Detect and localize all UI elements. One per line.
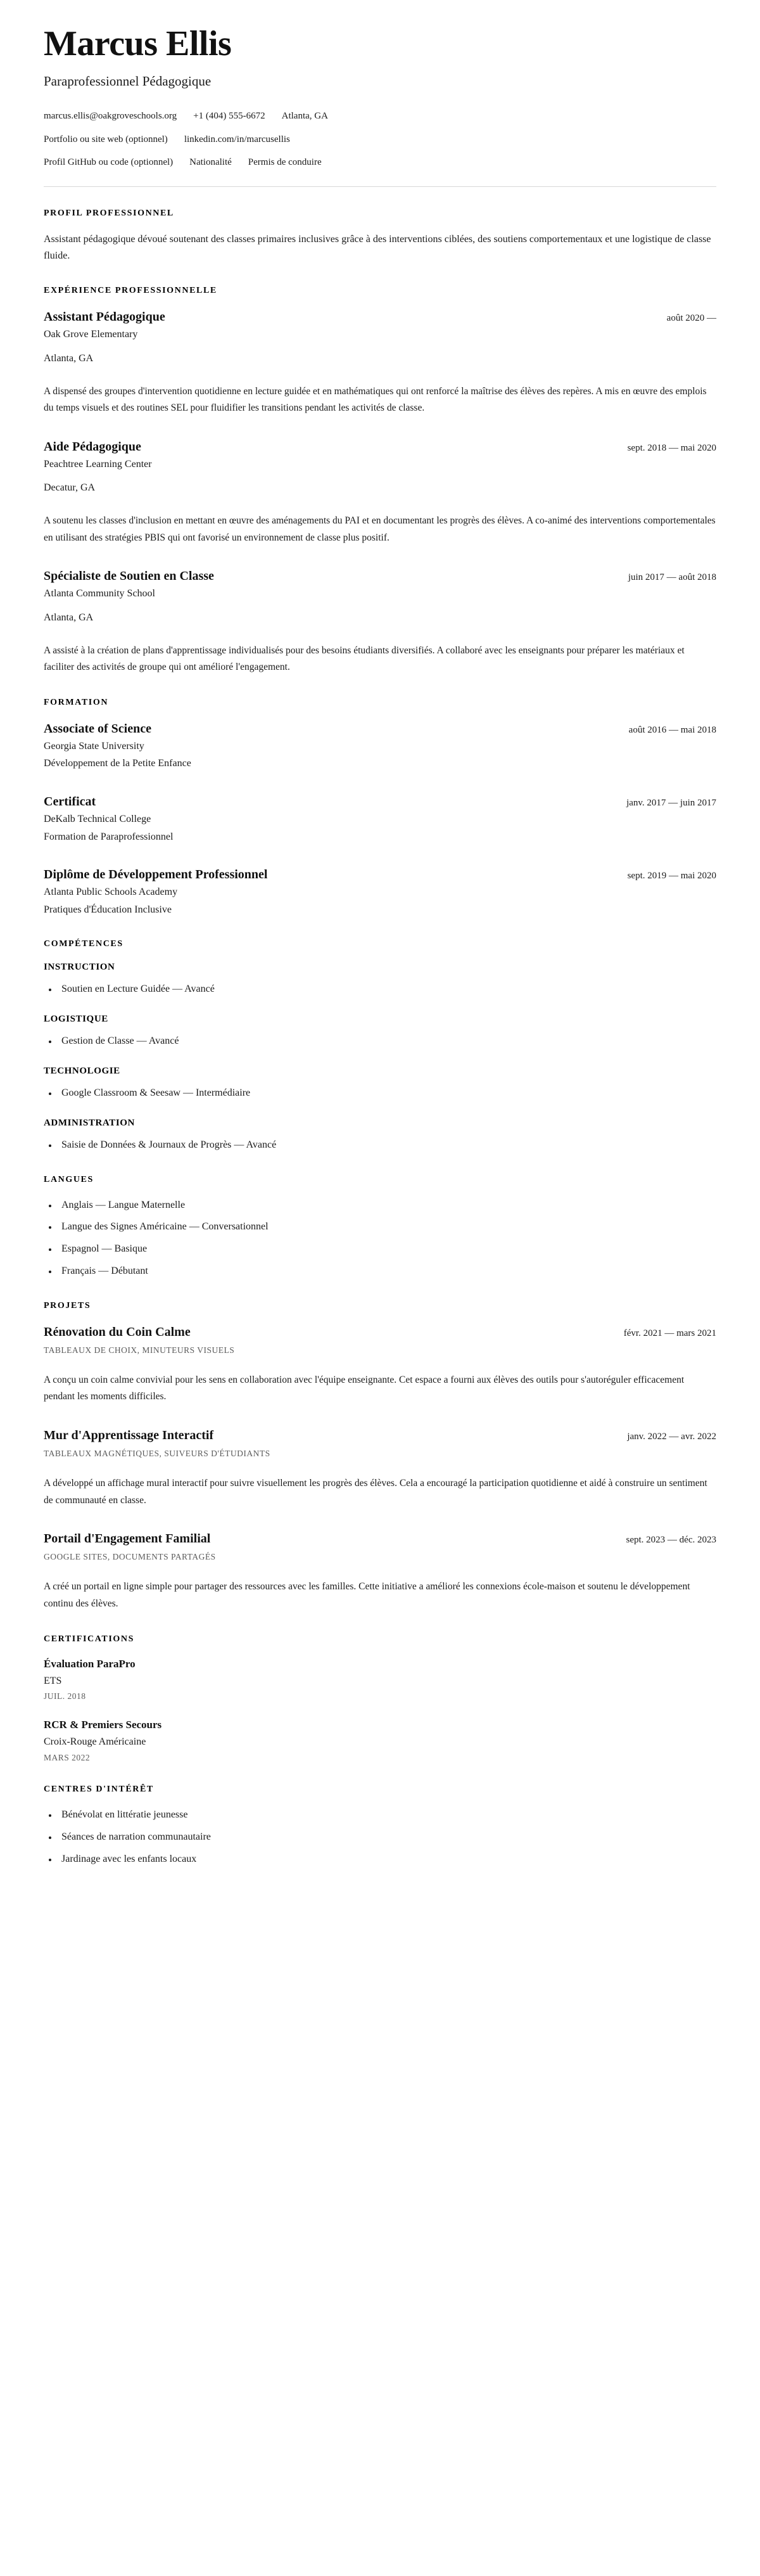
certification-issuer: Croix-Rouge Américaine [44,1736,146,1748]
project-entry-head [44,1427,716,1444]
interest-list [44,1807,716,1867]
certification-issuer: ETS [44,1675,62,1686]
resume-header [44,25,716,187]
project-description: A développé un affichage mural interactif pour suivre visuellement les progrès des élèves. Cela a encouragé la participation quotidienne et aidé à construire un sentiment de communauté en classe. [44,1478,707,1506]
project-name: Rénovation du Coin Calme [44,1324,191,1339]
contact-row-misc [44,155,716,170]
experience-entry-head [44,309,716,325]
language-item: Espagnol — Basique [44,1241,716,1257]
skill-group-logistique [44,1014,716,1049]
education-degree: Certificat [44,795,96,809]
language-item: Français — Débutant [44,1264,716,1279]
experience-description: A dispensé des groupes d'intervention quotidienne en lecture guidée et en mathématiques qui ont renforcé la maîtrise des élèves des repères. A mis en œuvre des emplois du temps visuels et des routines SEL pour fluidifier les transitions pendant les activités de classe. [44,385,707,414]
contact-location: Atlanta, GA [281,111,328,122]
section-interests [44,1785,716,1867]
skill-group-name: INSTRUCTION [44,962,115,973]
experience-description: A assisté à la création de plans d'apprentissage individualisés pour des besoins étudiants diversifiés. A collaboré avec les enseignants pour préparer les matériaux et faciliter des activités de groupe qui ont amélioré l'engagement. [44,644,685,673]
skill-item: Saisie de Données & Journaux de Progrès — Avancé [44,1137,716,1153]
interest-item: Jardinage avec les enfants locaux [44,1852,716,1868]
experience-role: Aide Pédagogique [44,439,141,454]
section-title-skills: COMPÉTENCES [44,939,124,949]
education-degree: Diplôme de Développement Professionnel [44,868,268,882]
section-title-education: FORMATION [44,697,109,707]
skill-list [44,1137,716,1153]
experience-location: Atlanta, GA [44,612,94,623]
skill-list [44,982,716,997]
skill-list [44,1034,716,1049]
contact-linkedin[interactable]: linkedin.com/in/marcusellis [184,134,290,144]
summary-text: Assistant pédagogique dévoué soutenant des classes primaires inclusives grâce à des interventions ciblées, des soutiens comportementaux et une logistique de classe fluide. [44,233,711,261]
experience-location: Atlanta, GA [44,352,94,364]
certification-date: MARS 2022 [44,1753,91,1763]
section-title-projects: PROJETS [44,1300,91,1310]
experience-role: Spécialiste de Soutien en Classe [44,569,214,584]
education-school: DeKalb Technical College [44,814,151,825]
project-name: Portail d'Engagement Familial [44,1532,211,1546]
contact-row-web [44,132,716,147]
education-field: Développement de la Petite Enfance [44,758,191,769]
project-tags: TABLEAUX MAGNÉTIQUES, SUIVEURS D'ÉTUDIANTS [44,1449,270,1459]
interest-item: Séances de narration communautaire [44,1829,716,1845]
section-projects [44,1301,716,1613]
education-field: Pratiques d'Éducation Inclusive [44,904,172,915]
section-certifications [44,1634,716,1763]
education-entry [44,793,716,845]
skill-item: Gestion de Classe — Avancé [44,1034,716,1049]
experience-organization: Oak Grove Elementary [44,329,138,340]
education-field: Formation de Paraprofessionnel [44,831,174,842]
candidate-name: Marcus Ellis [44,24,232,63]
contact-portfolio[interactable]: Portfolio ou site web (optionnel) [44,134,168,144]
experience-entry [44,309,716,417]
project-entry [44,1530,716,1612]
contact-github[interactable]: Profil GitHub ou code (optionnel) [44,157,174,168]
language-list [44,1198,716,1279]
experience-location: Decatur, GA [44,482,96,494]
section-experience [44,286,716,676]
experience-date: juin 2017 — août 2018 [628,572,716,583]
education-entry-head [44,721,716,737]
skill-group-name: ADMINISTRATION [44,1117,135,1128]
education-date: août 2016 — mai 2018 [628,724,716,735]
education-entry [44,866,716,918]
experience-entry [44,439,716,547]
skill-item: Soutien en Lecture Guidée — Avancé [44,982,716,997]
education-school: Georgia State University [44,740,144,752]
skill-group-name: TECHNOLOGIE [44,1066,120,1077]
header-divider [44,186,716,187]
section-education [44,698,716,918]
project-entry [44,1427,716,1509]
project-date: janv. 2022 — avr. 2022 [627,1432,716,1442]
language-item: Anglais — Langue Maternelle [44,1198,716,1214]
certification-name: RCR & Premiers Secours [44,1719,162,1731]
education-entry [44,721,716,772]
section-title-languages: LANGUES [44,1174,94,1184]
skill-group-instruction [44,962,716,997]
resume-page [44,0,716,1906]
experience-date: août 2020 — [666,313,716,324]
section-skills [44,939,716,1153]
interest-item: Bénévolat en littératie jeunesse [44,1807,716,1823]
experience-organization: Atlanta Community School [44,588,155,599]
section-title-summary: PROFIL PROFESSIONNEL [44,208,174,218]
experience-entry-head [44,439,716,455]
project-entry-head [44,1530,716,1547]
contact-nationality: Nationalité [189,157,232,168]
skill-list [44,1086,716,1101]
experience-entry [44,568,716,676]
contact-email[interactable]: marcus.ellis@oakgroveschools.org [44,111,177,122]
experience-entry-head [44,568,716,584]
section-summary [44,208,716,265]
skill-group-administration [44,1118,716,1153]
project-entry-head [44,1324,716,1340]
contact-phone[interactable]: +1 (404) 555-6672 [193,111,265,122]
certification-name: Évaluation ParaPro [44,1657,136,1670]
education-date: sept. 2019 — mai 2020 [627,871,716,881]
experience-date: sept. 2018 — mai 2020 [627,442,716,453]
certification-entry [44,1718,716,1763]
education-date: janv. 2017 — juin 2017 [626,798,716,809]
education-school: Atlanta Public Schools Academy [44,887,178,898]
contact-driving-licence: Permis de conduire [248,157,322,168]
project-description: A conçu un coin calme convivial pour les sens en collaboration avec l'équipe enseignante. Cet espace a fourni aux élèves des outils pour s'autoréguler efficacement pendant les moments difficiles. [44,1374,685,1402]
skill-group-technologie [44,1066,716,1101]
education-entry-head [44,793,716,810]
section-title-certifications: CERTIFICATIONS [44,1634,135,1644]
project-date: févr. 2021 — mars 2021 [623,1328,716,1338]
project-entry [44,1324,716,1406]
project-tags: TABLEAUX DE CHOIX, MINUTEURS VISUELS [44,1345,235,1355]
project-tags: GOOGLE SITES, DOCUMENTS PARTAGÉS [44,1552,216,1562]
experience-organization: Peachtree Learning Center [44,458,152,470]
project-name: Mur d'Apprentissage Interactif [44,1428,214,1443]
candidate-headline: Paraprofessionnel Pédagogique [44,73,212,89]
skill-item: Google Classroom & Seesaw — Intermédiaire [44,1086,716,1101]
contact-row-primary [44,109,716,124]
certification-date: JUIL. 2018 [44,1691,86,1701]
experience-description: A soutenu les classes d'inclusion en mettant en œuvre des aménagements du PAI et en documentant les progrès des élèves. A co-animé des interventions comportementales en utilisant des stratégies PBIS qui ont favorisé un environnement de classe plus positif. [44,515,716,543]
experience-role: Assistant Pédagogique [44,310,165,324]
certification-entry [44,1657,716,1702]
project-date: sept. 2023 — déc. 2023 [626,1535,716,1546]
education-degree: Associate of Science [44,721,151,736]
project-description: A créé un portail en ligne simple pour partager des ressources avec les familles. Cette initiative a amélioré les connexions école-maison et soutenu le développement continu des élèves. [44,1581,690,1610]
language-item: Langue des Signes Américaine — Conversationnel [44,1219,716,1235]
section-title-interests: CENTRES D'INTÉRÊT [44,1785,154,1795]
skill-group-name: LOGISTIQUE [44,1014,108,1025]
section-languages [44,1175,716,1279]
education-entry-head [44,866,716,883]
section-title-experience: EXPÉRIENCE PROFESSIONNELLE [44,286,217,296]
